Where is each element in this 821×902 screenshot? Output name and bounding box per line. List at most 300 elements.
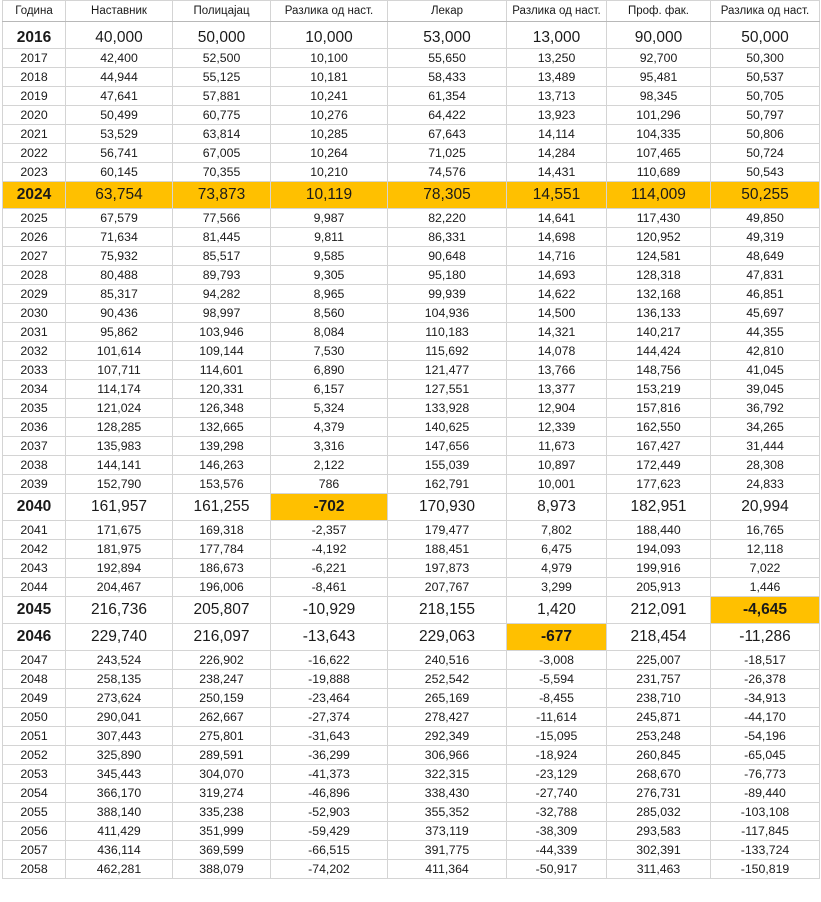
- cell-year: 2045: [3, 597, 66, 624]
- cell-year: 2027: [3, 247, 66, 266]
- cell-police: 369,599: [173, 841, 271, 860]
- cell-year: 2040: [3, 494, 66, 521]
- cell-teacher: 258,135: [66, 670, 173, 689]
- cell-professor-diff: 1,446: [711, 578, 820, 597]
- cell-professor-diff: 50,806: [711, 125, 820, 144]
- cell-year: 2029: [3, 285, 66, 304]
- table-row: [3, 689, 820, 708]
- cell-police-diff: -6,221: [271, 559, 388, 578]
- cell-year: 2057: [3, 841, 66, 860]
- cell-doctor: 78,305: [388, 182, 507, 209]
- cell-police: 319,274: [173, 784, 271, 803]
- cell-teacher: 63,754: [66, 182, 173, 209]
- cell-police-diff: 10,181: [271, 68, 388, 87]
- cell-doctor: 147,656: [388, 437, 507, 456]
- cell-police-diff: 2,122: [271, 456, 388, 475]
- cell-professor-diff: 50,543: [711, 163, 820, 182]
- cell-doctor-diff: 14,431: [507, 163, 607, 182]
- cell-doctor-diff: -15,095: [507, 727, 607, 746]
- table-row: [3, 784, 820, 803]
- cell-doctor: 64,422: [388, 106, 507, 125]
- cell-teacher: 345,443: [66, 765, 173, 784]
- cell-doctor: 240,516: [388, 651, 507, 670]
- cell-professor: 188,440: [607, 521, 711, 540]
- cell-doctor-diff: 8,973: [507, 494, 607, 521]
- cell-teacher: 71,634: [66, 228, 173, 247]
- cell-doctor: 252,542: [388, 670, 507, 689]
- table-row: [3, 437, 820, 456]
- cell-police-diff: 5,324: [271, 399, 388, 418]
- cell-doctor: 127,551: [388, 380, 507, 399]
- header-doctor-diff: Разлика од наст.: [507, 1, 607, 22]
- table-row: [3, 144, 820, 163]
- cell-teacher: 204,467: [66, 578, 173, 597]
- table-row: [3, 209, 820, 228]
- cell-police: 262,667: [173, 708, 271, 727]
- header-police-diff: Разлика од наст.: [271, 1, 388, 22]
- cell-teacher: 40,000: [66, 22, 173, 49]
- cell-police-diff: -8,461: [271, 578, 388, 597]
- cell-doctor: 373,119: [388, 822, 507, 841]
- cell-year: 2052: [3, 746, 66, 765]
- cell-teacher: 436,114: [66, 841, 173, 860]
- cell-police-diff: -13,643: [271, 624, 388, 651]
- cell-teacher: 50,499: [66, 106, 173, 125]
- cell-year: 2053: [3, 765, 66, 784]
- cell-professor: 311,463: [607, 860, 711, 879]
- cell-doctor: 133,928: [388, 399, 507, 418]
- cell-doctor: 179,477: [388, 521, 507, 540]
- cell-police-diff: 9,585: [271, 247, 388, 266]
- cell-doctor: 229,063: [388, 624, 507, 651]
- cell-professor: 245,871: [607, 708, 711, 727]
- cell-professor-diff: 47,831: [711, 266, 820, 285]
- cell-police: 60,775: [173, 106, 271, 125]
- table-header: [3, 1, 820, 22]
- cell-police: 186,673: [173, 559, 271, 578]
- cell-year: 2023: [3, 163, 66, 182]
- cell-professor: 225,007: [607, 651, 711, 670]
- header-professor: Проф. фак.: [607, 1, 711, 22]
- cell-doctor-diff: 14,693: [507, 266, 607, 285]
- cell-professor-diff: -26,378: [711, 670, 820, 689]
- table-row: [3, 106, 820, 125]
- cell-professor: 302,391: [607, 841, 711, 860]
- cell-doctor-diff: 6,475: [507, 540, 607, 559]
- cell-doctor-diff: 10,001: [507, 475, 607, 494]
- cell-professor-diff: 50,724: [711, 144, 820, 163]
- cell-doctor-diff: 7,802: [507, 521, 607, 540]
- cell-police: 250,159: [173, 689, 271, 708]
- cell-teacher: 171,675: [66, 521, 173, 540]
- cell-police: 139,298: [173, 437, 271, 456]
- cell-doctor: 411,364: [388, 860, 507, 879]
- cell-doctor-diff: 14,551: [507, 182, 607, 209]
- cell-police-diff: 7,530: [271, 342, 388, 361]
- cell-year: 2055: [3, 803, 66, 822]
- cell-doctor-diff: -23,129: [507, 765, 607, 784]
- cell-police: 98,997: [173, 304, 271, 323]
- table-row: [3, 651, 820, 670]
- cell-year: 2048: [3, 670, 66, 689]
- cell-doctor: 99,939: [388, 285, 507, 304]
- cell-teacher: 366,170: [66, 784, 173, 803]
- cell-doctor: 58,433: [388, 68, 507, 87]
- cell-teacher: 152,790: [66, 475, 173, 494]
- cell-professor: 253,248: [607, 727, 711, 746]
- cell-professor-diff: 20,994: [711, 494, 820, 521]
- cell-year: 2032: [3, 342, 66, 361]
- cell-year: 2043: [3, 559, 66, 578]
- cell-professor: 293,583: [607, 822, 711, 841]
- cell-year: 2028: [3, 266, 66, 285]
- cell-doctor-diff: -18,924: [507, 746, 607, 765]
- cell-doctor-diff: 10,897: [507, 456, 607, 475]
- cell-doctor-diff: -8,455: [507, 689, 607, 708]
- cell-police-diff: 10,100: [271, 49, 388, 68]
- cell-year: 2058: [3, 860, 66, 879]
- cell-police: 238,247: [173, 670, 271, 689]
- table-row: [3, 361, 820, 380]
- cell-year: 2026: [3, 228, 66, 247]
- cell-doctor: 104,936: [388, 304, 507, 323]
- cell-teacher: 95,862: [66, 323, 173, 342]
- cell-professor: 157,816: [607, 399, 711, 418]
- table-row: [3, 182, 820, 209]
- cell-doctor: 55,650: [388, 49, 507, 68]
- cell-teacher: 144,141: [66, 456, 173, 475]
- cell-doctor: 355,352: [388, 803, 507, 822]
- cell-police-diff: -27,374: [271, 708, 388, 727]
- cell-professor-diff: -76,773: [711, 765, 820, 784]
- cell-police-diff: -41,373: [271, 765, 388, 784]
- cell-police: 94,282: [173, 285, 271, 304]
- table-row: [3, 163, 820, 182]
- cell-year: 2050: [3, 708, 66, 727]
- cell-professor-diff: 16,765: [711, 521, 820, 540]
- cell-doctor-diff: 14,078: [507, 342, 607, 361]
- cell-year: 2051: [3, 727, 66, 746]
- cell-professor-diff: 50,537: [711, 68, 820, 87]
- cell-doctor-diff: -3,008: [507, 651, 607, 670]
- cell-police-diff: 10,241: [271, 87, 388, 106]
- cell-teacher: 42,400: [66, 49, 173, 68]
- table-row: [3, 418, 820, 437]
- cell-police: 153,576: [173, 475, 271, 494]
- table-row: [3, 746, 820, 765]
- cell-professor: 104,335: [607, 125, 711, 144]
- cell-professor-diff: 36,792: [711, 399, 820, 418]
- cell-doctor: 71,025: [388, 144, 507, 163]
- cell-doctor-diff: 14,321: [507, 323, 607, 342]
- cell-police-diff: 786: [271, 475, 388, 494]
- header-doctor: Лекар: [388, 1, 507, 22]
- cell-year: 2019: [3, 87, 66, 106]
- cell-police-diff: -74,202: [271, 860, 388, 879]
- cell-police-diff: -702: [271, 494, 388, 521]
- cell-professor-diff: 50,797: [711, 106, 820, 125]
- table-row: [3, 456, 820, 475]
- cell-professor: 238,710: [607, 689, 711, 708]
- cell-doctor: 207,767: [388, 578, 507, 597]
- cell-police: 146,263: [173, 456, 271, 475]
- cell-teacher: 67,579: [66, 209, 173, 228]
- cell-police-diff: -16,622: [271, 651, 388, 670]
- cell-year: 2025: [3, 209, 66, 228]
- cell-police: 109,144: [173, 342, 271, 361]
- cell-doctor-diff: -38,309: [507, 822, 607, 841]
- cell-police-diff: -46,896: [271, 784, 388, 803]
- cell-doctor-diff: 11,673: [507, 437, 607, 456]
- cell-police-diff: -23,464: [271, 689, 388, 708]
- cell-doctor: 67,643: [388, 125, 507, 144]
- header-teacher: Наставник: [66, 1, 173, 22]
- cell-year: 2034: [3, 380, 66, 399]
- cell-professor-diff: 45,697: [711, 304, 820, 323]
- cell-teacher: 273,624: [66, 689, 173, 708]
- cell-teacher: 192,894: [66, 559, 173, 578]
- cell-police-diff: -59,429: [271, 822, 388, 841]
- cell-police-diff: -4,192: [271, 540, 388, 559]
- cell-teacher: 411,429: [66, 822, 173, 841]
- cell-professor-diff: 50,000: [711, 22, 820, 49]
- cell-professor: 132,168: [607, 285, 711, 304]
- cell-professor: 98,345: [607, 87, 711, 106]
- cell-teacher: 60,145: [66, 163, 173, 182]
- cell-year: 2047: [3, 651, 66, 670]
- cell-doctor-diff: 14,641: [507, 209, 607, 228]
- cell-teacher: 135,983: [66, 437, 173, 456]
- cell-police: 132,665: [173, 418, 271, 437]
- cell-professor-diff: -65,045: [711, 746, 820, 765]
- cell-year: 2021: [3, 125, 66, 144]
- header-row: [3, 1, 820, 22]
- cell-professor-diff: 28,308: [711, 456, 820, 475]
- cell-year: 2022: [3, 144, 66, 163]
- cell-police-diff: -36,299: [271, 746, 388, 765]
- cell-police-diff: 3,316: [271, 437, 388, 456]
- cell-police: 63,814: [173, 125, 271, 144]
- cell-year: 2036: [3, 418, 66, 437]
- cell-doctor-diff: -50,917: [507, 860, 607, 879]
- cell-doctor-diff: 13,250: [507, 49, 607, 68]
- cell-teacher: 44,944: [66, 68, 173, 87]
- cell-police: 55,125: [173, 68, 271, 87]
- cell-police: 205,807: [173, 597, 271, 624]
- cell-teacher: 56,741: [66, 144, 173, 163]
- table-row: [3, 380, 820, 399]
- cell-police-diff: 8,560: [271, 304, 388, 323]
- cell-professor-diff: -54,196: [711, 727, 820, 746]
- cell-teacher: 101,614: [66, 342, 173, 361]
- table-row: [3, 494, 820, 521]
- cell-doctor-diff: 14,698: [507, 228, 607, 247]
- cell-professor: 285,032: [607, 803, 711, 822]
- cell-professor: 268,670: [607, 765, 711, 784]
- cell-professor: 194,093: [607, 540, 711, 559]
- cell-year: 2017: [3, 49, 66, 68]
- cell-professor: 167,427: [607, 437, 711, 456]
- cell-doctor: 110,183: [388, 323, 507, 342]
- cell-professor-diff: -89,440: [711, 784, 820, 803]
- cell-teacher: 325,890: [66, 746, 173, 765]
- cell-doctor: 265,169: [388, 689, 507, 708]
- table-row: [3, 822, 820, 841]
- cell-doctor: 278,427: [388, 708, 507, 727]
- cell-professor: 92,700: [607, 49, 711, 68]
- cell-professor: 136,133: [607, 304, 711, 323]
- cell-police: 67,005: [173, 144, 271, 163]
- cell-police-diff: 8,965: [271, 285, 388, 304]
- cell-year: 2020: [3, 106, 66, 125]
- cell-police: 103,946: [173, 323, 271, 342]
- cell-police-diff: 10,210: [271, 163, 388, 182]
- cell-professor: 231,757: [607, 670, 711, 689]
- table-row: [3, 247, 820, 266]
- table-row: [3, 68, 820, 87]
- cell-professor: 172,449: [607, 456, 711, 475]
- cell-police: 126,348: [173, 399, 271, 418]
- cell-doctor: 140,625: [388, 418, 507, 437]
- cell-teacher: 80,488: [66, 266, 173, 285]
- cell-teacher: 181,975: [66, 540, 173, 559]
- cell-police: 120,331: [173, 380, 271, 399]
- table-row: [3, 578, 820, 597]
- cell-doctor-diff: -44,339: [507, 841, 607, 860]
- cell-teacher: 307,443: [66, 727, 173, 746]
- cell-year: 2033: [3, 361, 66, 380]
- cell-doctor-diff: 1,420: [507, 597, 607, 624]
- cell-professor: 110,689: [607, 163, 711, 182]
- cell-police: 77,566: [173, 209, 271, 228]
- cell-professor-diff: -18,517: [711, 651, 820, 670]
- cell-doctor: 74,576: [388, 163, 507, 182]
- table-row: [3, 342, 820, 361]
- cell-doctor-diff: 13,377: [507, 380, 607, 399]
- cell-teacher: 53,529: [66, 125, 173, 144]
- cell-doctor-diff: 13,713: [507, 87, 607, 106]
- cell-police-diff: 9,811: [271, 228, 388, 247]
- cell-doctor-diff: 14,500: [507, 304, 607, 323]
- cell-doctor: 306,966: [388, 746, 507, 765]
- cell-police-diff: -31,643: [271, 727, 388, 746]
- cell-teacher: 121,024: [66, 399, 173, 418]
- salary-projection-table: [2, 0, 820, 879]
- cell-doctor-diff: 14,284: [507, 144, 607, 163]
- cell-doctor-diff: -5,594: [507, 670, 607, 689]
- cell-professor-diff: -133,724: [711, 841, 820, 860]
- header-year: Година: [3, 1, 66, 22]
- cell-doctor: 86,331: [388, 228, 507, 247]
- cell-teacher: 243,524: [66, 651, 173, 670]
- cell-teacher: 114,174: [66, 380, 173, 399]
- table-body: [3, 22, 820, 879]
- cell-police-diff: 9,987: [271, 209, 388, 228]
- cell-professor: 114,009: [607, 182, 711, 209]
- cell-doctor: 61,354: [388, 87, 507, 106]
- cell-doctor: 53,000: [388, 22, 507, 49]
- table-row: [3, 841, 820, 860]
- cell-professor: 212,091: [607, 597, 711, 624]
- table-row: [3, 708, 820, 727]
- cell-police: 73,873: [173, 182, 271, 209]
- cell-professor-diff: 39,045: [711, 380, 820, 399]
- table-row: [3, 125, 820, 144]
- cell-doctor: 95,180: [388, 266, 507, 285]
- cell-doctor: 391,775: [388, 841, 507, 860]
- cell-police: 50,000: [173, 22, 271, 49]
- cell-doctor-diff: 14,716: [507, 247, 607, 266]
- cell-police-diff: 10,285: [271, 125, 388, 144]
- cell-teacher: 229,740: [66, 624, 173, 651]
- cell-professor-diff: 49,319: [711, 228, 820, 247]
- cell-doctor-diff: 14,114: [507, 125, 607, 144]
- cell-police: 289,591: [173, 746, 271, 765]
- cell-police: 70,355: [173, 163, 271, 182]
- cell-doctor: 155,039: [388, 456, 507, 475]
- cell-police-diff: 6,890: [271, 361, 388, 380]
- cell-professor: 260,845: [607, 746, 711, 765]
- cell-doctor-diff: -11,614: [507, 708, 607, 727]
- cell-doctor: 338,430: [388, 784, 507, 803]
- cell-doctor-diff: 13,000: [507, 22, 607, 49]
- cell-teacher: 107,711: [66, 361, 173, 380]
- cell-police: 388,079: [173, 860, 271, 879]
- cell-year: 2038: [3, 456, 66, 475]
- cell-professor: 162,550: [607, 418, 711, 437]
- cell-doctor-diff: -32,788: [507, 803, 607, 822]
- cell-police: 89,793: [173, 266, 271, 285]
- cell-police: 216,097: [173, 624, 271, 651]
- cell-doctor: 292,349: [388, 727, 507, 746]
- cell-teacher: 47,641: [66, 87, 173, 106]
- cell-year: 2039: [3, 475, 66, 494]
- header-professor-diff: Разлика од наст.: [711, 1, 820, 22]
- cell-doctor-diff: 12,904: [507, 399, 607, 418]
- cell-professor-diff: 42,810: [711, 342, 820, 361]
- cell-year: 2018: [3, 68, 66, 87]
- cell-professor-diff: -150,819: [711, 860, 820, 879]
- cell-professor-diff: 50,255: [711, 182, 820, 209]
- table-row: [3, 521, 820, 540]
- cell-professor-diff: -11,286: [711, 624, 820, 651]
- header-police: Полицајац: [173, 1, 271, 22]
- cell-professor-diff: -34,913: [711, 689, 820, 708]
- cell-professor-diff: 24,833: [711, 475, 820, 494]
- cell-professor-diff: 7,022: [711, 559, 820, 578]
- cell-doctor-diff: -677: [507, 624, 607, 651]
- cell-professor-diff: 49,850: [711, 209, 820, 228]
- cell-professor: 124,581: [607, 247, 711, 266]
- cell-year: 2024: [3, 182, 66, 209]
- cell-professor: 117,430: [607, 209, 711, 228]
- cell-police-diff: 9,305: [271, 266, 388, 285]
- cell-police: 81,445: [173, 228, 271, 247]
- cell-police: 52,500: [173, 49, 271, 68]
- cell-professor: 144,424: [607, 342, 711, 361]
- cell-professor-diff: 50,705: [711, 87, 820, 106]
- cell-teacher: 75,932: [66, 247, 173, 266]
- cell-teacher: 216,736: [66, 597, 173, 624]
- cell-professor: 128,318: [607, 266, 711, 285]
- cell-professor-diff: 44,355: [711, 323, 820, 342]
- cell-police-diff: 10,000: [271, 22, 388, 49]
- cell-professor-diff: 46,851: [711, 285, 820, 304]
- cell-doctor: 121,477: [388, 361, 507, 380]
- table-row: [3, 304, 820, 323]
- table-row: [3, 765, 820, 784]
- cell-year: 2031: [3, 323, 66, 342]
